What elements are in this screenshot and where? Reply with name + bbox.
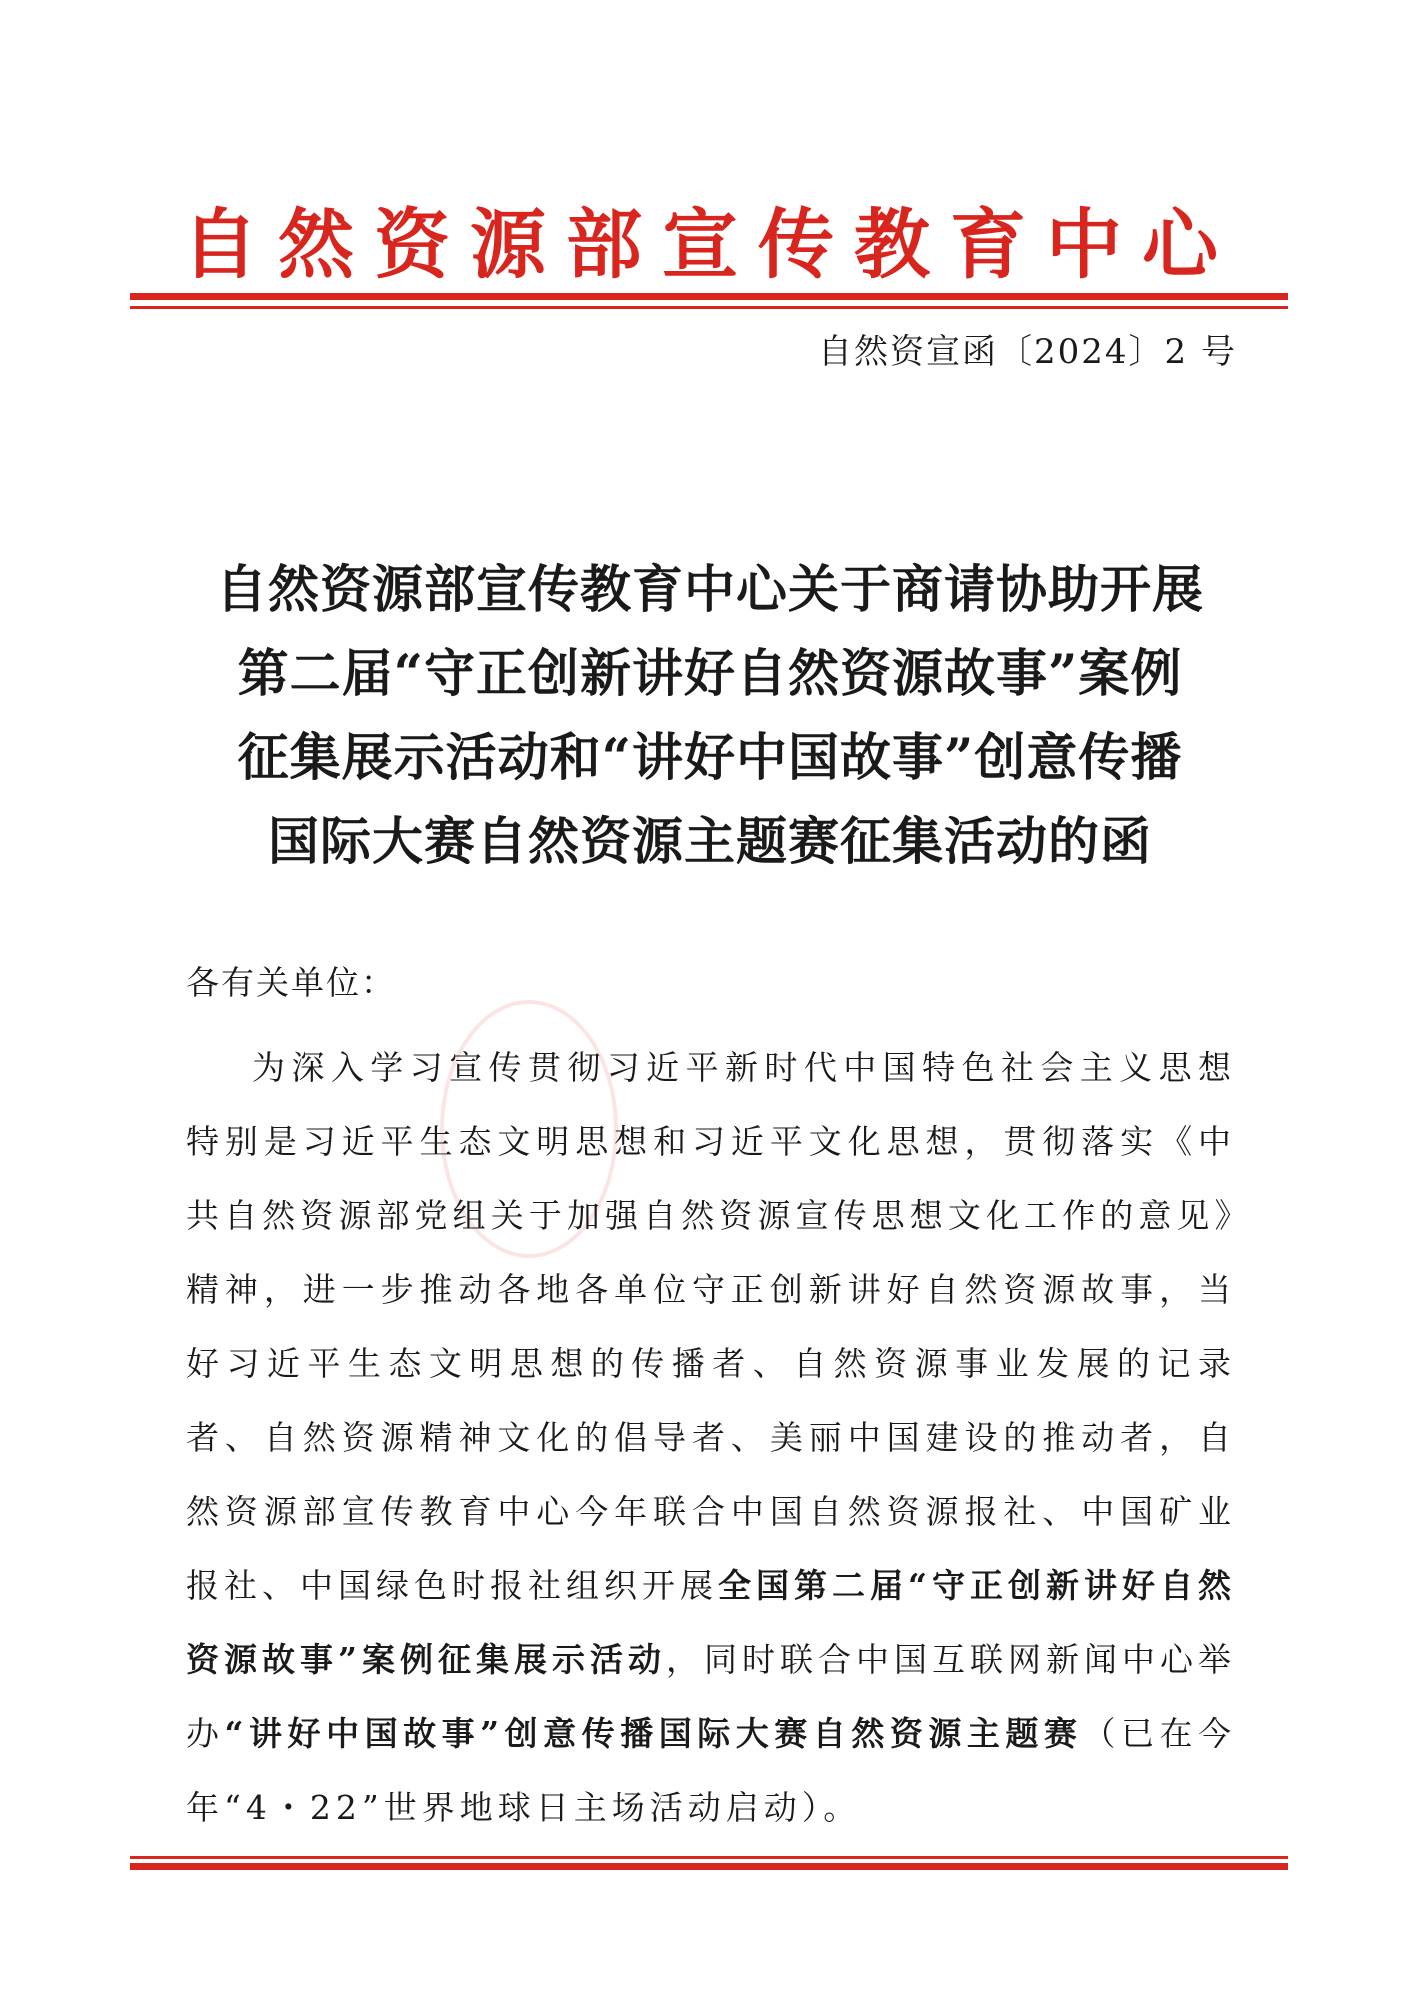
document-number: 自然资宣函〔2024〕2 号: [818, 332, 1237, 372]
title-line: 第二届“守正创新讲好自然资源故事”案例: [237, 644, 1183, 704]
body-bold-contest-name: “讲好中国故事”创意传播国际大赛自然资源主题赛: [224, 1714, 1083, 1753]
body-text-part3: （已在今年“4・22”世界地球日主场活动启动）。: [186, 1714, 1237, 1827]
footer-rule-thick: [130, 1863, 1288, 1870]
body-bold-campaign-name: 全国第二届“守正创新讲好自然资源故事”案例征集展示活动: [186, 1566, 1237, 1679]
letterhead-rule-thin: [130, 306, 1288, 309]
document-title: [180, 548, 1240, 884]
letterhead-rule-thick: [130, 293, 1288, 300]
body-text-part1: 为深入学习宣传贯彻习近平新时代中国特色社会主义思想特别是习近平生态文明思想和习近平文化思想，贯彻落实《中共自然资源部党组关于加强自然资源宣传思想文化工作的意见》精神，进一步推动各地各单位守正创新讲好自然资源故事，当好习近平生态文明思想的传播者、自然资源事业发展的记录者、自然资源精神文化的倡导者、美丽中国建设的推动者，自然资源部宣传教育中心今年联合中国自然资源报社、中国矿业报社、中国绿色时报社组织开展: [186, 1048, 1236, 1605]
salutation: 各有关单位：: [186, 963, 396, 1002]
footer-rule-thin: [130, 1856, 1288, 1859]
body-text-part2: ，同时联合中国互联网新闻中心举办: [186, 1640, 1237, 1753]
letterhead-org-name: 自然资源部宣传教育中心: [182, 200, 1238, 289]
body-paragraph: [186, 1031, 1236, 1845]
title-line: 自然资源部宣传教育中心关于商请协助开展: [215, 560, 1204, 620]
title-line: 征集展示活动和“讲好中国故事”创意传播: [237, 728, 1183, 788]
title-line: 国际大赛自然资源主题赛征集活动的函: [267, 812, 1152, 872]
